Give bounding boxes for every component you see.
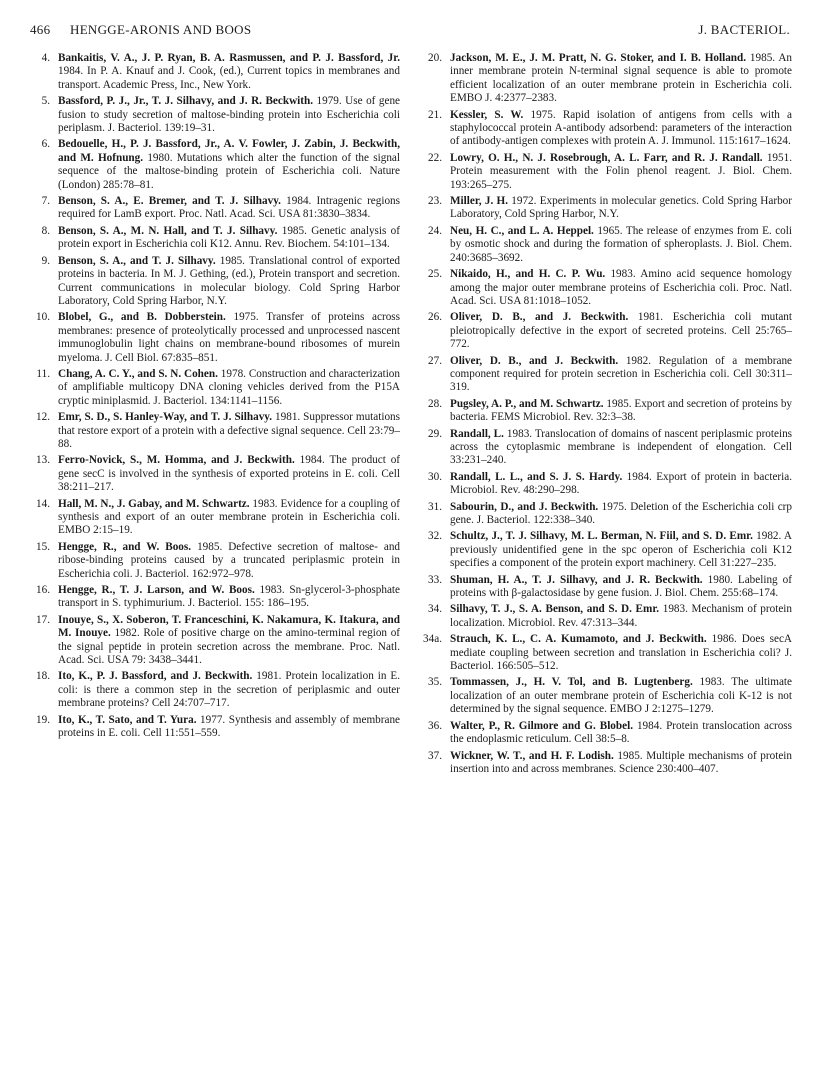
reference-item <box>422 195 792 222</box>
reference-text <box>58 225 400 252</box>
reference-text <box>450 109 792 149</box>
reference-number: 15. <box>36 540 50 553</box>
reference-text <box>450 52 792 106</box>
reference-text <box>450 311 792 351</box>
reference-details: 1983. Translocation of domains of nascent periplasmic proteins across the cytoplasmic membrane is independent of elongation. Cell 33:231–240. <box>450 427 793 467</box>
reference-item <box>30 541 400 581</box>
reference-number: 30. <box>428 470 442 483</box>
reference-item <box>422 501 792 528</box>
reference-item <box>422 355 792 395</box>
running-header <box>30 22 790 40</box>
reference-details: 1975. Deletion of the Escherichia coli crp gene. J. Bacteriol. 122:338–340. <box>450 500 792 526</box>
reference-item <box>422 398 792 425</box>
reference-text <box>450 225 792 265</box>
reference-number: 29. <box>428 427 442 440</box>
reference-authors: Wickner, W. T., and H. F. Lodish. <box>450 749 614 762</box>
reference-number: 13. <box>36 454 50 467</box>
reference-authors: Ito, K., P. J. Bassford, and J. Beckwith. <box>58 670 253 683</box>
reference-details: 1977. Synthesis and assembly of membrane proteins in E. coli. Cell 11:551–559. <box>58 713 401 740</box>
reference-details: 1980. Labeling of proteins with β-galactosidase by gene fusion. J. Biol. Chem. 255:68–174. <box>450 573 792 600</box>
reference-details: 1982. Regulation of a membrane component required for protein secretion in Escherichia coli. Cell 30:311–319. <box>450 354 793 394</box>
reference-details: 1975. Rapid isolation of antigens from cells with a staphylococcal protein A-antibody adsorbend: parameters of the interaction of antibody-antigen complexes with protein A. J. Immunol. 115:1617–1624. <box>450 108 792 148</box>
reference-authors: Benson, S. A., M. N. Hall, and T. J. Silhavy. <box>58 224 278 237</box>
reference-details: 1978. Construction and characterization of amplifiable multicopy DNA cloning vehicles derived from the P15A cryptic miniplasmid. J. Bacteriol. 134:1141–1156. <box>58 367 400 407</box>
reference-text <box>58 714 400 741</box>
reference-text <box>450 750 792 777</box>
reference-item <box>30 138 400 192</box>
reference-authors: Strauch, K. L., C. A. Kumamoto, and J. Beckwith. <box>450 633 707 646</box>
reference-item <box>422 109 792 149</box>
reference-details: 1983. Amino acid sequence homology among the major outer membrane proteins of Escherichia coli. Proc. Natl. Acad. Sci. USA 81:1018–1052. <box>450 268 793 307</box>
reference-text <box>58 195 400 222</box>
reference-details: 1985. Export and secretion of proteins by bacteria. FEMS Microbiol. Rev. 32:3–38. <box>450 397 793 424</box>
reference-details: 1984. Intragenic regions required for LamB export. Proc. Natl. Acad. Sci. USA 81:3830–3834. <box>58 195 401 221</box>
reference-authors: Hengge, R., and W. Boos. <box>58 540 192 553</box>
reference-item <box>422 471 792 498</box>
reference-authors: Schultz, J., T. J. Silhavy, M. L. Berman, N. Fiil, and S. D. Emr. <box>450 530 753 543</box>
reference-number: 35. <box>428 676 442 689</box>
reference-number: 26. <box>428 311 442 324</box>
reference-authors: Tommassen, J., H. V. Tol, and B. Lugtenberg. <box>450 676 693 689</box>
reference-authors: Randall, L. <box>450 427 504 440</box>
reference-details: 1986. Does secA mediate coupling between secretion and translation in Escherichia coli? J. Bacteriol. 166:505–512. <box>450 633 793 673</box>
reference-number: 18. <box>36 670 50 683</box>
reference-number: 8. <box>41 224 50 237</box>
reference-text <box>450 574 792 601</box>
reference-text <box>450 152 792 192</box>
reference-text <box>58 311 400 365</box>
reference-authors: Kessler, S. W. <box>450 108 524 121</box>
reference-text <box>450 530 792 570</box>
reference-authors: Oliver, D. B., and J. Beckwith. <box>450 311 629 324</box>
reference-authors: Bedouelle, H., P. J. Bassford, Jr., A. V. Fowler, J. Zabin, J. Beckwith, and M. Hofnung. <box>58 138 400 164</box>
reference-item <box>30 95 400 135</box>
reference-item <box>422 268 792 308</box>
reference-number: 10. <box>36 311 50 324</box>
reference-details: 1981. Escherichia coli mutant pleiotropically defective in the export of secreted proteins. Cell 25:765–772. <box>450 311 793 351</box>
reference-item <box>422 750 792 777</box>
reference-authors: Miller, J. H. <box>450 195 508 208</box>
reference-details: 1982. Role of positive charge on the amino-terminal region of the signal peptide in protein secretion across the membrane. Proc. Natl. Acad. Sci. USA 79: 3438–3441. <box>58 627 401 667</box>
reference-text <box>450 268 792 308</box>
reference-details: 1985. Multiple mechanisms of protein insertion into and across membranes. Science 230:400–407. <box>450 749 792 775</box>
reference-authors: Ito, K., T. Sato, and T. Yura. <box>58 713 197 726</box>
reference-item <box>422 52 792 106</box>
reference-item <box>30 454 400 494</box>
reference-number: 17. <box>36 613 50 626</box>
reference-text <box>450 633 792 673</box>
reference-details: 1982. A previously unidentified gene in the spc operon of Escherichia coli K12 specifies a component of the protein export machinery. Cell 31:227–235. <box>450 530 793 570</box>
reference-number: 6. <box>41 138 50 151</box>
reference-authors: Sabourin, D., and J. Beckwith. <box>450 500 599 513</box>
page-number: 466 <box>30 22 51 37</box>
reference-number: 31. <box>428 500 442 513</box>
reference-text <box>58 498 400 538</box>
reference-item <box>422 428 792 468</box>
reference-text <box>58 411 400 451</box>
reference-number: 12. <box>36 411 50 424</box>
reference-authors: Hall, M. N., J. Gabay, and M. Schwartz. <box>58 497 250 510</box>
reference-details: 1983. Evidence for a coupling of synthesis and export of an outer membrane protein in Escherichia coli. EMBO 2:15–19. <box>58 497 400 537</box>
reference-item <box>30 584 400 611</box>
reference-number: 21. <box>428 108 442 121</box>
reference-number: 24. <box>428 224 442 237</box>
reference-details: 1983. The ultimate localization of an outer membrane protein of Escherichia coli K-12 is not determined by the signal sequence. EMBO J 2:1275–1279. <box>450 676 792 716</box>
reference-number: 32. <box>428 530 442 543</box>
reference-text <box>450 501 792 528</box>
reference-text <box>58 255 400 309</box>
reference-item <box>30 225 400 252</box>
reference-authors: Blobel, G., and B. Dobberstein. <box>58 311 226 324</box>
reference-column-right <box>422 52 792 779</box>
reference-details: 1983. Mechanism of protein localization. Microbiol. Rev. 47:313–344. <box>450 603 792 629</box>
reference-item <box>422 676 792 716</box>
reference-authors: Pugsley, A. P., and M. Schwartz. <box>450 397 604 410</box>
reference-number: 19. <box>36 713 50 726</box>
reference-number: 25. <box>428 268 442 281</box>
reference-details: 1951. Protein measurement with the Folin phenol reagent. J. Biol. Chem. 193:265–275. <box>450 151 792 191</box>
reference-details: 1984. Export of protein in bacteria. Microbiol. Rev. 48:290–298. <box>450 470 793 497</box>
reference-details: 1984. Protein translocation across the endoplasmic reticulum. Cell 38:5–8. <box>450 719 793 746</box>
reference-details: 1985. An inner membrane protein N-terminal signal sequence is able to promote efficient localization of an outer membrane protein in Escherichia coli. EMBO J. 4:2377–2383. <box>450 52 792 105</box>
reference-item <box>422 311 792 351</box>
reference-item <box>422 603 792 630</box>
reference-details: 1985. Translational control of exported proteins in bacteria. In M. J. Gething, (ed.), Protein transport and secretion. Current communications in molecular biology. Cold Spring Harbor Laboratory, Cold Spring Harbor, N.Y. <box>58 254 401 307</box>
reference-authors: Bassford, P. J., Jr., T. J. Silhavy, and J. R. Beckwith. <box>58 95 314 108</box>
reference-text <box>58 368 400 408</box>
reference-authors: Emr, S. D., S. Hanley-Way, and T. J. Silhavy. <box>58 411 273 424</box>
reference-authors: Inouye, S., X. Soberon, T. Franceschini, K. Nakamura, K. Itakura, and M. Inouye. <box>58 613 400 640</box>
reference-authors: Bankaitis, V. A., J. P. Ryan, B. A. Rasmussen, and P. J. Bassford, Jr. <box>58 52 400 64</box>
reference-authors: Ferro-Novick, S., M. Homma, and J. Beckwith. <box>58 454 295 467</box>
reference-text <box>58 95 400 135</box>
reference-item <box>422 152 792 192</box>
reference-authors: Jackson, M. E., J. M. Pratt, N. G. Stoker, and I. B. Holland. <box>450 52 747 64</box>
reference-details: 1981. Protein localization in E. coli: is there a common step in the secretion of periplasmic and outer membrane proteins? Cell 24:707–717. <box>58 670 400 710</box>
reference-item <box>30 714 400 741</box>
reference-number: 34a. <box>423 633 442 646</box>
reference-authors: Lowry, O. H., N. J. Rosebrough, A. L. Farr, and R. J. Randall. <box>450 151 763 164</box>
reference-text <box>58 584 400 611</box>
reference-details: 1972. Experiments in molecular genetics. Cold Spring Harbor Laboratory, Cold Spring Harbor, N.Y. <box>450 195 792 221</box>
running-authors: HENGGE-ARONIS AND BOOS <box>70 22 252 37</box>
reference-item <box>422 225 792 265</box>
reference-number: 11. <box>36 367 50 380</box>
reference-column-left <box>30 52 400 744</box>
reference-number: 34. <box>428 603 442 616</box>
reference-text <box>58 670 400 710</box>
reference-text <box>58 614 400 668</box>
reference-authors: Oliver, D. B., and J. Beckwith. <box>450 354 619 367</box>
reference-text <box>58 541 400 581</box>
reference-item <box>422 633 792 673</box>
reference-item <box>30 614 400 668</box>
reference-details: 1980. Mutations which alter the function of the signal sequence of the maltose-binding protein of Escherichia coli. Nature (London) 285:78–81. <box>58 151 400 191</box>
reference-authors: Randall, L. L., and S. J. S. Hardy. <box>450 470 623 483</box>
reference-item <box>30 255 400 309</box>
reference-authors: Chang, A. C. Y., and S. N. Cohen. <box>58 367 218 380</box>
reference-details: 1975. Transfer of proteins across membranes: presence of proteolytically processed and unprocessed nascent immunoglobulin light chains on membrane-bound ribosomes of murein myeloma. J. Cell Biol. 67:835–851. <box>58 311 400 364</box>
reference-text <box>450 471 792 498</box>
journal-name: J. BACTERIOL. <box>698 22 790 37</box>
reference-item <box>30 52 400 92</box>
reference-authors: Shuman, H. A., T. J. Silhavy, and J. R. Beckwith. <box>450 573 703 586</box>
reference-item <box>30 411 400 451</box>
reference-item <box>422 574 792 601</box>
reference-details: 1965. The release of enzymes from E. coli by osmotic shock and during the formation of spheroplasts. J. Biol. Chem. 240:3685–3692. <box>450 224 792 264</box>
reference-item <box>422 530 792 570</box>
reference-number: 27. <box>428 354 442 367</box>
reference-text <box>58 454 400 494</box>
reference-authors: Walter, P., R. Gilmore and G. Blobel. <box>450 719 633 732</box>
reference-item <box>30 311 400 365</box>
reference-details: 1983. Sn-glycerol-3-phosphate transport in S. typhimurium. J. Bacteriol. 155: 186–195. <box>58 584 400 610</box>
reference-details: 1984. The product of gene secC is involved in the synthesis of exported proteins in E. coli. Cell 38:211–217. <box>58 454 401 494</box>
reference-number: 28. <box>428 397 442 410</box>
reference-item <box>422 720 792 747</box>
reference-number: 5. <box>41 95 50 108</box>
reference-authors: Benson, S. A., E. Bremer, and T. J. Silhavy. <box>58 195 281 208</box>
reference-number: 37. <box>428 749 442 762</box>
reference-text <box>450 195 792 222</box>
reference-number: 9. <box>41 254 50 267</box>
reference-item <box>30 195 400 222</box>
reference-item <box>30 498 400 538</box>
reference-details: 1985. Genetic analysis of protein export in Escherichia coli K12. Annu. Rev. Biochem. 54:101–134. <box>58 224 400 251</box>
reference-text <box>450 428 792 468</box>
reference-item <box>30 670 400 710</box>
reference-text <box>450 676 792 716</box>
reference-authors: Neu, H. C., and L. A. Heppel. <box>450 224 594 237</box>
reference-text <box>450 398 792 425</box>
reference-authors: Silhavy, T. J., S. A. Benson, and S. D. Emr. <box>450 603 660 616</box>
reference-number: 36. <box>428 719 442 732</box>
reference-number: 14. <box>36 497 50 510</box>
reference-authors: Nikaido, H., and H. C. P. Wu. <box>450 268 606 281</box>
reference-text <box>58 52 400 92</box>
reference-text <box>450 603 792 630</box>
reference-number: 33. <box>428 573 442 586</box>
reference-number: 20. <box>428 52 442 64</box>
reference-number: 22. <box>428 151 442 164</box>
reference-number: 23. <box>428 195 442 208</box>
reference-number: 4. <box>41 52 50 64</box>
reference-authors: Hengge, R., T. J. Larson, and W. Boos. <box>58 584 255 597</box>
reference-details: 1984. In P. A. Knauf and J. Cook, (ed.), Current topics in membranes and transport. Academic Press, Inc., New York. <box>58 65 400 91</box>
reference-number: 16. <box>36 584 50 597</box>
reference-details: 1985. Defective secretion of maltose- and ribose-binding proteins caused by a truncated periplasmic protein in Escherichia coli. J. Bacteriol. 162:972–978. <box>58 540 401 580</box>
reference-text <box>450 720 792 747</box>
reference-item <box>30 368 400 408</box>
reference-details: 1981. Suppressor mutations that restore export of a protein with a defective signal sequence. Cell 23:79–88. <box>58 411 400 450</box>
reference-authors: Benson, S. A., and T. J. Silhavy. <box>58 254 216 267</box>
reference-text <box>58 138 400 192</box>
reference-number: 7. <box>41 195 50 208</box>
reference-details: 1979. Use of gene fusion to study secretion of maltose-binding protein into Escherichia coli periplasm. J. Bacteriol. 139:19–31. <box>58 95 401 135</box>
reference-text <box>450 355 792 395</box>
